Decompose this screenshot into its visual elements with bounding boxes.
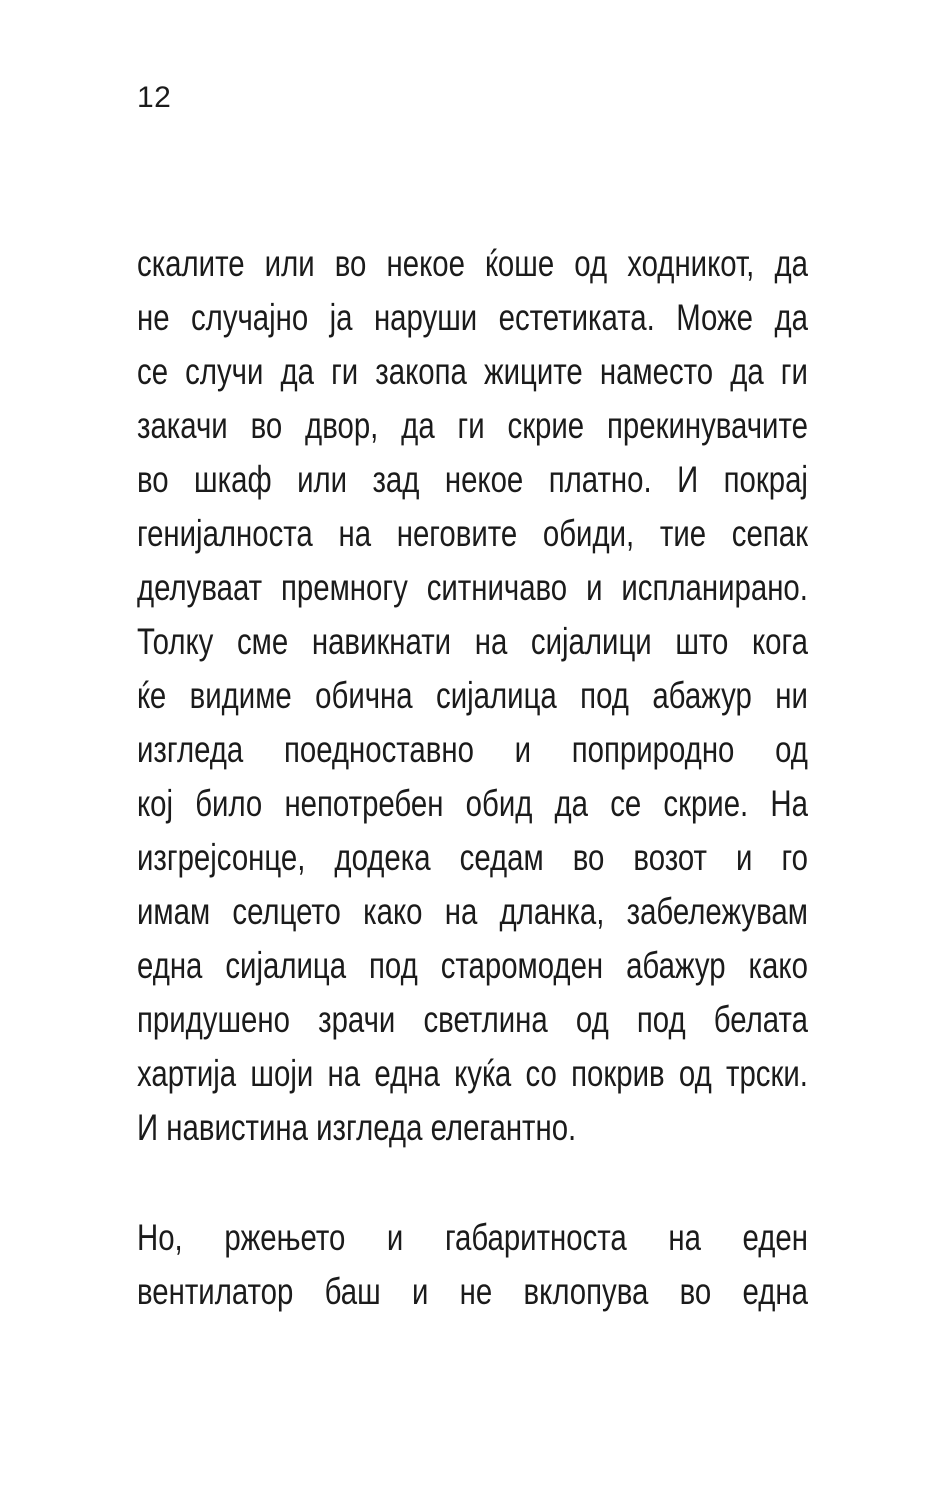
page-number: 12 (137, 81, 172, 114)
text-line: Толку сме навикнати на сијалици што кога (137, 621, 808, 662)
text-line: ќе видиме обична сијалица под абажур ни (137, 675, 808, 716)
text-line: во шкаф или зад некое платно. И покрај (137, 459, 808, 500)
paragraph (137, 237, 946, 1155)
text-line: хартија шоји на една куќа со покрив од трски. (137, 1053, 808, 1094)
text-line: имам селцето како на дланка, забележувам (137, 891, 808, 932)
text-line: закачи во двор, да ги скрие прекинувачите (137, 405, 808, 446)
text-line: една сијалица под старомоден абажур како (137, 945, 808, 986)
text-line: Но, ржењето и габаритноста на еден (137, 1217, 808, 1258)
text-line: придушено зрачи светлина од под белата (137, 999, 808, 1040)
text-line: изгрејсонце, додека седам во возот и го (137, 837, 808, 878)
text-line: не случајно ја наруши естетиката. Може да (137, 297, 808, 338)
text-line: И навистина изгледа елегантно. (137, 1107, 577, 1148)
text-line: изгледа поедноставно и поприродно од (137, 729, 808, 770)
paragraph (137, 1211, 946, 1319)
text-line: вентилатор баш и не вклопува во една (137, 1271, 808, 1312)
text-line: кој било непотребен обид да се скрие. На (137, 783, 808, 824)
text-block (137, 237, 946, 1319)
text-line: се случи да ги закопа жиците наместо да ги (137, 351, 808, 392)
text-line: скалите или во некое ќоше од ходникот, да (137, 243, 808, 284)
text-line: делуваат премногу ситничаво и испланирано. (137, 567, 808, 608)
text-line: генијалноста на неговите обиди, тие сепак (137, 513, 808, 554)
